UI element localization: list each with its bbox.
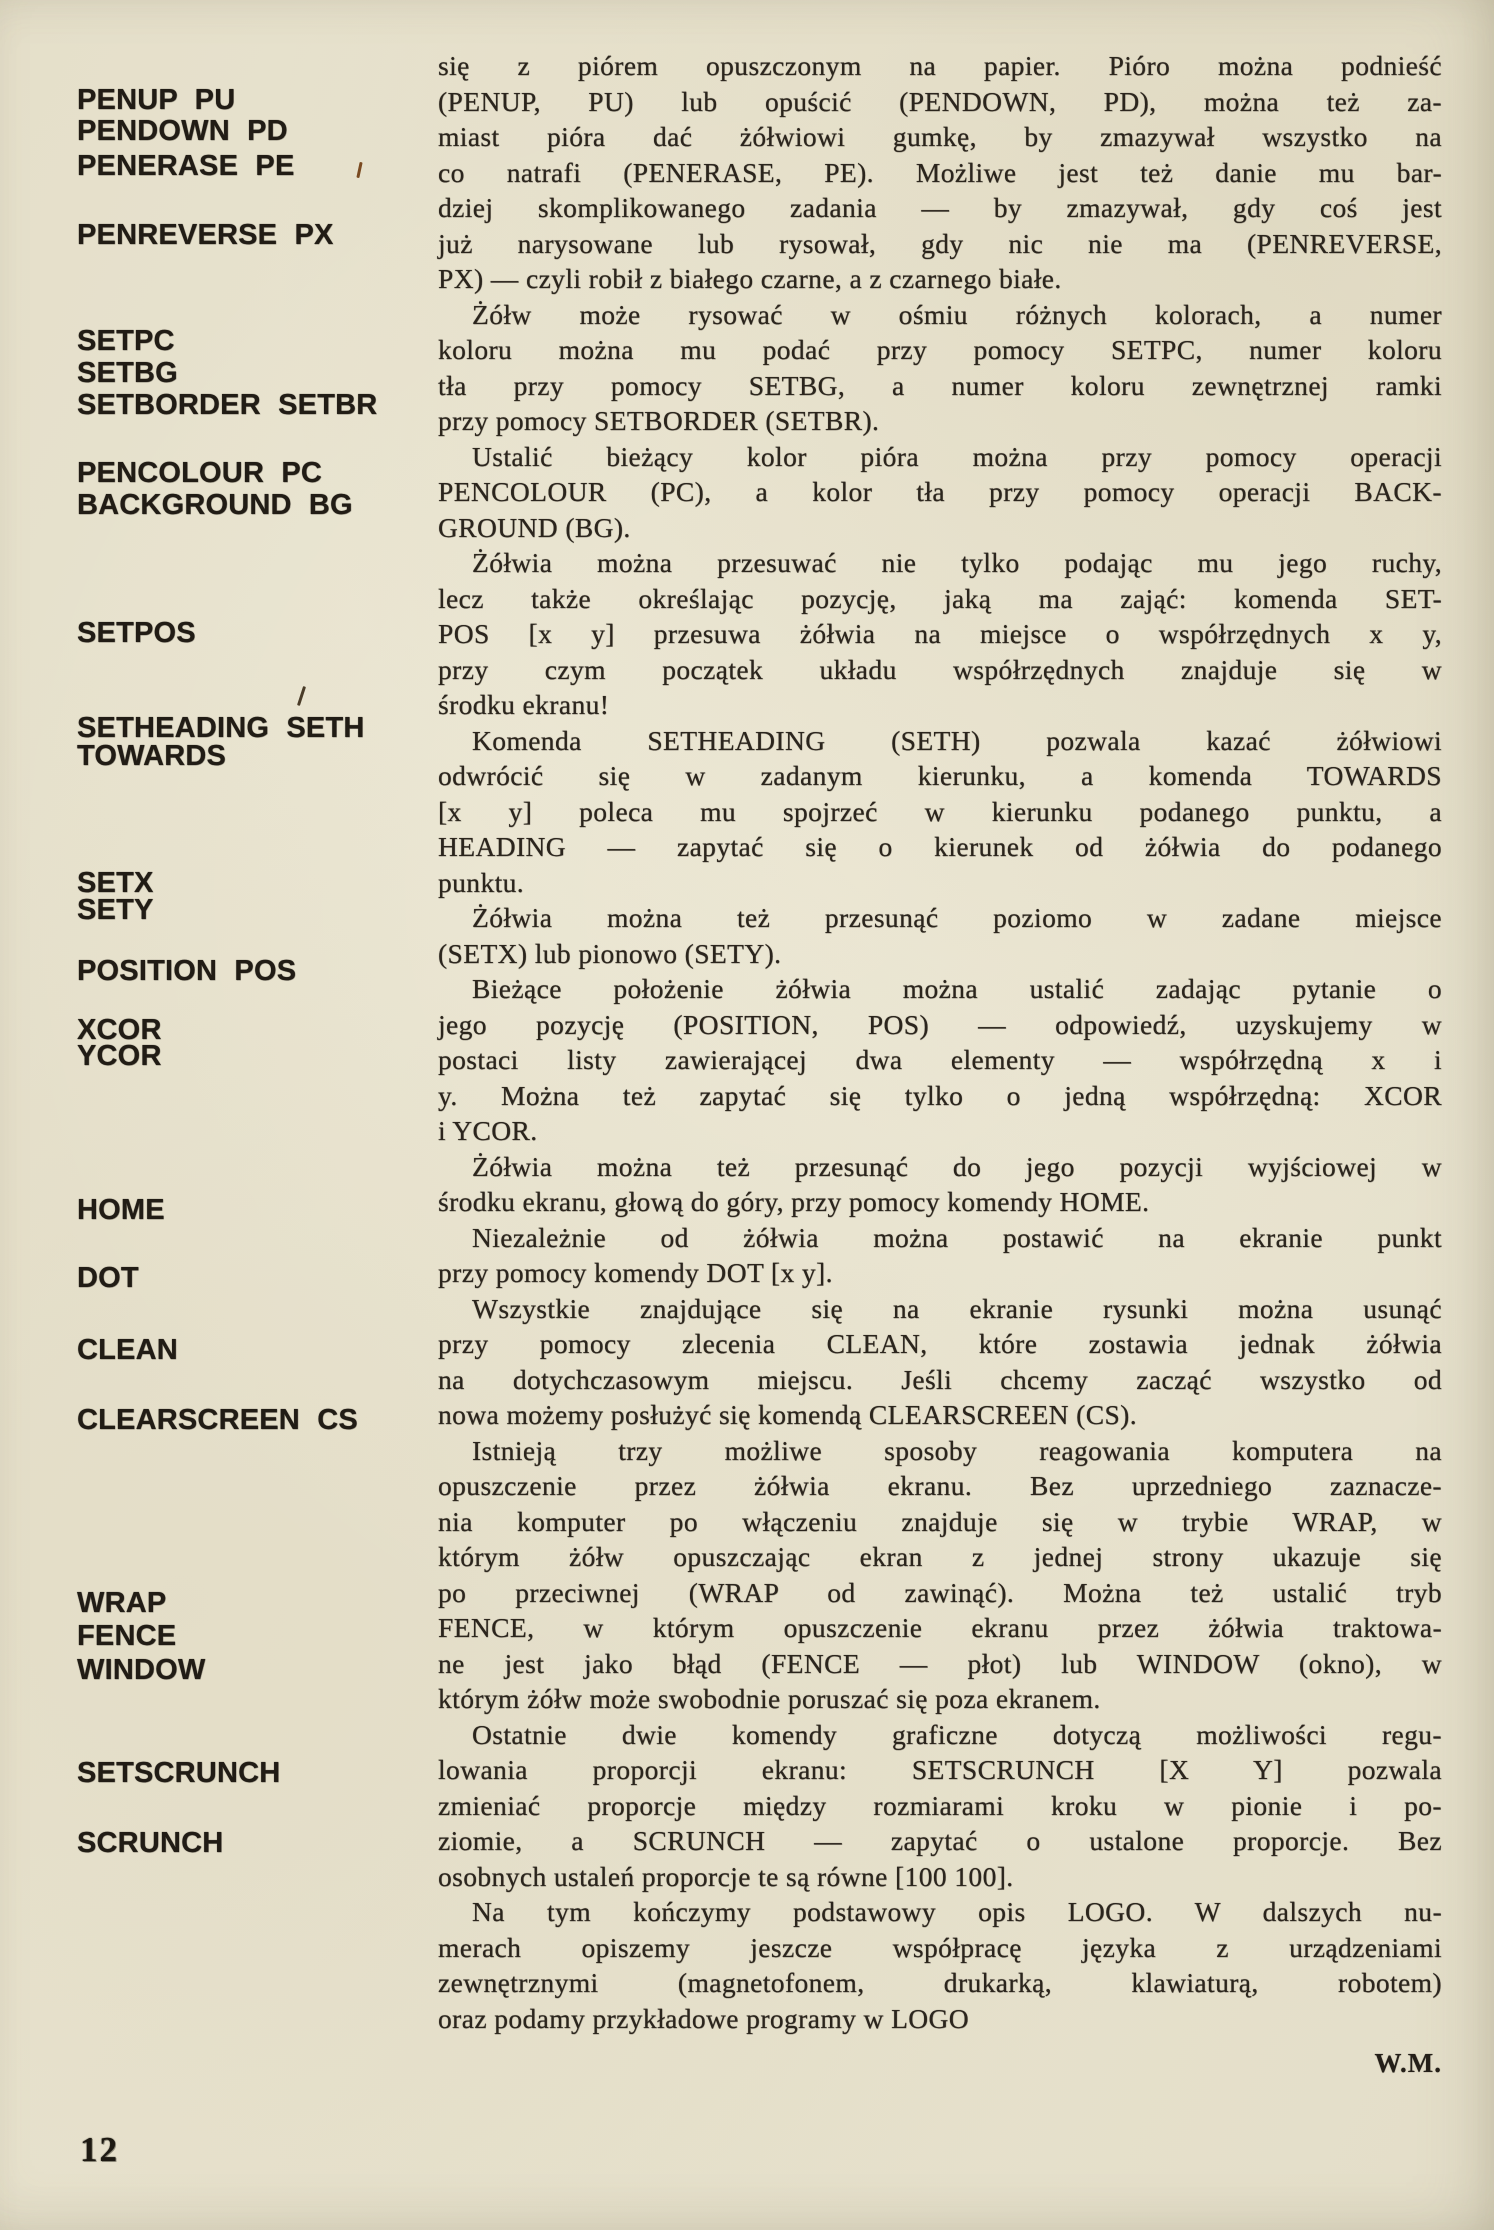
command-label: SETHEADING SETH [77,712,365,744]
body-line: zmieniać proporcje między rozmiarami kroku w pionie i po- [438,1789,1442,1821]
page-number: 12 [80,2130,119,2169]
body-line: (SETX) lub pionowo (SETY). [438,937,782,969]
body-line: lecz także określając pozycję, jaką ma zająć: komenda SET- [438,582,1442,614]
body-line: Ostatnie dwie komendy graficzne dotyczą możliwości regu- [472,1718,1442,1750]
command-label: FENCE [77,1620,177,1652]
body-line: środku ekranu! [438,689,610,720]
body-line: przy pomocy komendy DOT [x y]. [438,1257,833,1288]
command-label: SETX [77,867,154,899]
body-line: przy pomocy SETBORDER (SETBR). [438,405,880,436]
body-line: Ustalić bieżący kolor pióra można przy pomocy operacji [472,440,1442,472]
body-line: Żółwia można też przesunąć do jego pozycji wyjściowej w [472,1150,1442,1182]
command-label: TOWARDS [77,740,227,772]
command-label: SETBG [77,357,178,389]
body-line: Żółwia można też przesunąć poziomo w zadane miejsce [472,902,1442,933]
body-line: Żółw może rysować w ośmiu różnych kolorach, a numer [472,298,1442,330]
command-label: SETPOS [77,617,196,649]
body-line: odwrócić się w zadanym kierunku, a komenda TOWARDS [438,760,1442,791]
body-line: PX) — czyli robił z białego czarne, a z czarnego białe. [438,263,1062,294]
body-line: FENCE, w którym opuszczenie ekranu przez żółwia traktowa- [438,1612,1442,1643]
command-label: CLEAN [77,1334,178,1366]
body-line: jego pozycję (POSITION, POS) — odpowiedź, uzyskujemy w [438,1008,1442,1040]
body-line: co natrafi (PENERASE, PE). Możliwe jest też danie mu bar- [438,156,1442,188]
body-line: opuszczenie przez żółwia ekranu. Bez uprzedniego zaznacze- [438,1470,1442,1501]
body-line: osobnych ustaleń proporcje te są równe [100 100]. [438,1860,1014,1892]
body-line: przy pomocy zlecenia CLEAN, które zostawia jednak żółwia [438,1328,1442,1359]
body-line: zewnętrznymi (magnetofonem, drukarką, klawiaturą, robotem) [438,1967,1442,1998]
command-label: SETBORDER SETBR [77,389,378,421]
body-line: HEADING — zapytać się o kierunek od żółwia do podanego [438,831,1442,862]
body-line: nia komputer po włączeniu znajduje się w trybie WRAP, w [438,1505,1442,1537]
command-label: BACKGROUND BG [77,489,353,521]
body-line: punktu. [438,866,525,898]
command-label: CLEARSCREEN CS [77,1404,358,1436]
command-label: PENDOWN PD [77,115,288,147]
body-line: Na tym kończymy podstawowy opis LOGO. W dalszych nu- [472,1896,1442,1927]
body-line: Komenda SETHEADING (SETH) pozwala kazać żółwiowi [472,724,1442,756]
body-line: [x y] poleca mu spojrzeć w kierunku podanego punktu, a [438,795,1442,827]
command-label: PENUP PU [77,84,236,116]
body-line: którym żółw opuszczając ekran z jednej strony ukazuje się [438,1541,1442,1572]
body-line: tła przy pomocy SETBG, a numer koloru zewnętrznej ramki [438,369,1442,401]
body-line: na dotychczasowym miejscu. Jeśli chcemy zacząć wszystko od [438,1363,1442,1395]
body-line: nowa możemy posłużyć się komendą CLEARSCREEN (CS). [438,1399,1138,1430]
body-line: dziej skomplikowanego zadania — by zmazywał, gdy coś jest [438,192,1442,223]
command-label: WRAP [77,1587,167,1619]
body-line: już narysowane lub rysował, gdy nic nie ma (PENREVERSE, [438,227,1442,259]
body-line: postaci listy zawierającej dwa elementy — współrzędną x i [438,1044,1442,1075]
command-label: SCRUNCH [77,1827,224,1859]
body-line: Niezależnie od żółwia można postawić na ekranie punkt [472,1221,1442,1253]
body-line: PENCOLOUR (PC), a kolor tła przy pomocy operacji BACK- [438,476,1442,507]
body-line: (PENUP, PU) lub opuścić (PENDOWN, PD), można też za- [438,85,1442,117]
command-label: PENERASE PE [77,150,295,182]
body-line: koloru można mu podać przy pomocy SETPC, numer koloru [438,334,1442,365]
body-line: środku ekranu, głową do góry, przy pomocy komendy HOME. [438,1186,1150,1217]
command-label: SETSCRUNCH [77,1757,281,1789]
body-line: i YCOR. [438,1115,538,1146]
body-line: merach opiszemy jeszcze współpracę języka z urządzeniami [438,1931,1442,1963]
command-label: SETPC [77,325,175,357]
command-label: HOME [77,1194,165,1226]
body-line: Żółwia można przesuwać nie tylko podając mu jego ruchy, [472,547,1442,578]
body-line: przy czym początek układu współrzędnych znajduje się w [438,653,1442,685]
body-line: po przeciwnej (WRAP od zawinąć). Można też ustalić tryb [438,1576,1442,1608]
body-line: miast pióra dać żółwiowi gumkę, by zmazywał wszystko na [438,121,1442,152]
body-line: lowania proporcji ekranu: SETSCRUNCH [X Y] pozwala [438,1754,1442,1785]
body-line: Wszystkie znajdujące się na ekranie rysunki można usunąć [472,1292,1442,1324]
command-label: DOT [77,1262,139,1294]
command-label: XCOR [77,1014,162,1046]
command-label: PENREVERSE PX [77,219,334,251]
body-line: którym żółw może swobodnie poruszać się poza ekranem. [438,1683,1101,1714]
command-label: YCOR [77,1040,162,1072]
command-label: WINDOW [77,1654,206,1686]
body-line: ziomie, a SCRUNCH — zapytać o ustalone proporcje. Bez [438,1825,1442,1856]
body-line: ne jest jako błąd (FENCE — płot) lub WINDOW (okno), w [438,1647,1442,1679]
body-line: Istnieją trzy możliwe sposoby reagowania komputera na [472,1434,1442,1466]
body-line: y. Można też zapytać się tylko o jedną współrzędną: XCOR [438,1079,1442,1111]
command-label: SETY [77,894,154,926]
body-line: POS [x y] przesuwa żółwia na miejsce o współrzędnych x y, [438,618,1442,649]
body-line: Bieżące położenie żółwia można ustalić zadając pytanie o [472,973,1442,1004]
article-body [438,48,1442,2036]
author-initials: W.M. [1374,2048,1442,2078]
body-line: się z piórem opuszczonym na papier. Pióro można podnieść [438,50,1442,81]
command-label: POSITION POS [77,955,297,987]
body-line: oraz podamy przykładowe programy w LOGO [438,2002,970,2034]
body-line: GROUND (BG). [438,511,631,543]
command-label: PENCOLOUR PC [77,457,323,489]
